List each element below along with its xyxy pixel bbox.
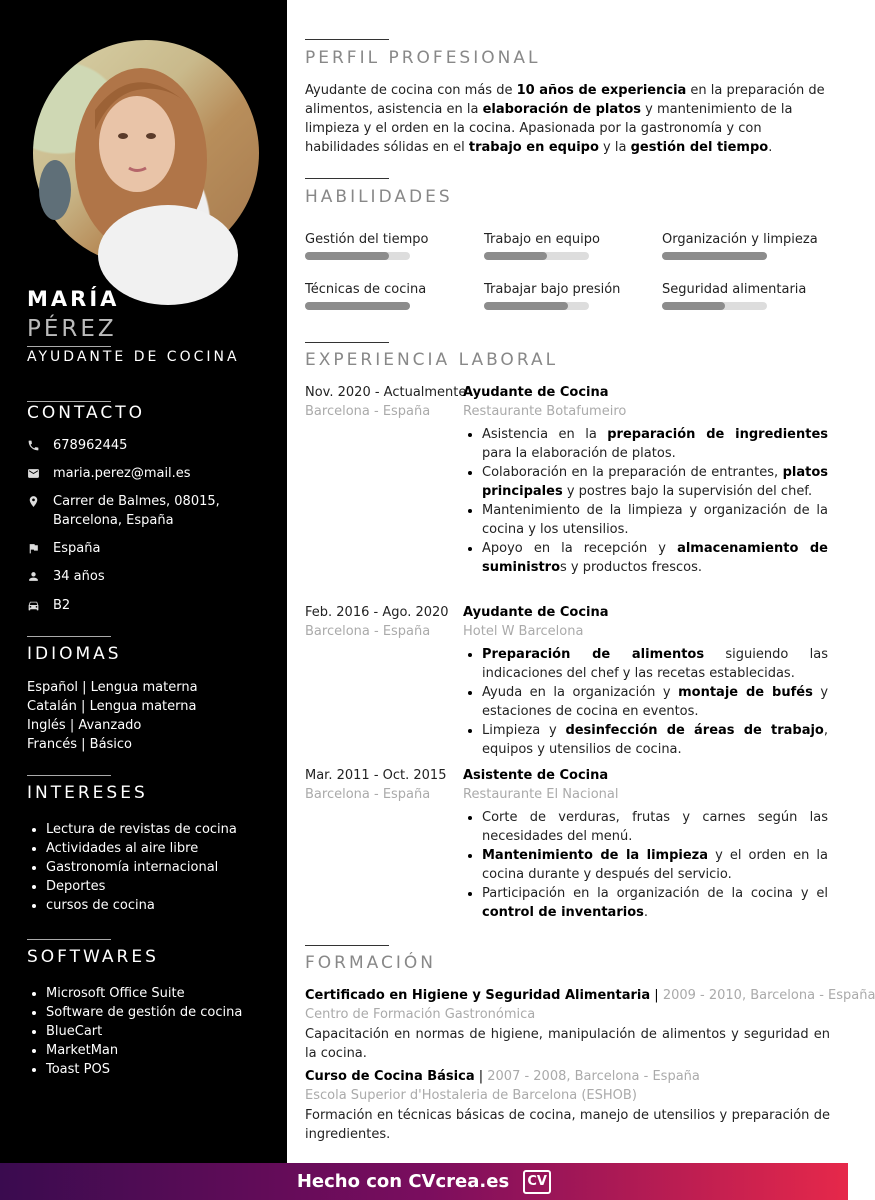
last-name: PÉREZ <box>27 316 117 342</box>
name-divider <box>27 346 111 347</box>
education-heading: Certificado en Higiene y Seguridad Alimentaria | 2009 - 2010, Barcelona - España <box>305 988 875 1003</box>
education-heading: Curso de Cocina Básica | 2007 - 2008, Barcelona - España <box>305 1069 700 1084</box>
skill-label: Técnicas de cocina <box>305 282 427 297</box>
skill-bar-fill <box>305 252 389 260</box>
highlight-text: gestión del tiempo <box>630 140 769 155</box>
text-span: y mantenimiento de la limpieza y el orden en la cocina. Apasionada por la gastronomía y con habilidades sólidas en el <box>305 102 793 155</box>
text-span: para la elaboración de platos. <box>482 446 676 461</box>
job-date: Mar. 2011 - Oct. 2015 <box>305 768 447 783</box>
car-icon <box>27 596 53 612</box>
list-item: Francés | Básico <box>27 737 133 752</box>
text-span: , equipos y utensilios de cocina. <box>482 723 828 757</box>
text-span: y postres bajo la supervisión del chef. <box>562 484 813 499</box>
skill-bar <box>484 252 589 260</box>
interests-title: INTERESES <box>27 783 148 803</box>
text-span: Corte de verduras, frutas y carnes según las necesidades del menú. <box>482 810 828 844</box>
education-school: Centro de Formación Gastronómica <box>305 1007 536 1022</box>
contact-country <box>27 539 277 558</box>
education-degree: Certificado en Higiene y Seguridad Alimentaria <box>305 988 651 1003</box>
skill-bar-fill <box>662 302 725 310</box>
education-meta: 2007 - 2008, Barcelona - España <box>487 1069 700 1084</box>
text-span: Colaboración en la preparación de entrantes, <box>482 465 783 480</box>
highlight-text: trabajo en equipo <box>468 140 599 155</box>
job-bullet <box>463 501 828 539</box>
footer-text[interactable]: Hecho con CVcrea.es <box>296 1171 510 1192</box>
skill-bar-fill <box>484 252 547 260</box>
contact-address <box>27 492 277 530</box>
highlight-text: almacenamiento de suministro <box>482 541 828 575</box>
text-span: . <box>768 140 773 155</box>
contact-age <box>27 567 277 586</box>
job-location: Barcelona - España <box>305 404 431 419</box>
text-span: siguiendo las indicaciones del chef y las recetas establecidas. <box>482 647 828 681</box>
highlight-text: preparación de ingredientes <box>607 427 828 442</box>
list-item: Toast POS <box>27 1060 242 1079</box>
software-list <box>27 984 242 1079</box>
list-item: BlueCart <box>27 1022 242 1041</box>
job-date: Nov. 2020 - Actualmente <box>305 385 467 400</box>
skill-item <box>662 282 806 310</box>
contact-divider <box>27 401 111 402</box>
job-bullets <box>463 425 828 577</box>
skill-bar <box>662 302 767 310</box>
education-description: Formación en técnicas básicas de cocina, manejo de utensilios y preparación de ingredientes. <box>305 1108 830 1142</box>
contact-text: 678962445 <box>53 438 128 453</box>
list-item: Catalán | Lengua materna <box>27 699 197 714</box>
interests-list <box>27 820 237 915</box>
text-span: Participación en la organización de la cocina y el <box>482 886 828 901</box>
job-bullet <box>463 463 828 501</box>
mail-icon <box>27 464 53 480</box>
text-span: . <box>643 905 648 920</box>
profile-divider <box>305 39 389 40</box>
job-date: Feb. 2016 - Ago. 2020 <box>305 605 449 620</box>
skill-label: Organización y limpieza <box>662 232 818 247</box>
skill-bar-fill <box>662 252 767 260</box>
job-bullet <box>463 846 828 884</box>
highlight-text: 10 años de experiencia <box>516 83 687 98</box>
footer-banner[interactable] <box>0 1163 848 1200</box>
job-title: Ayudante de Cocina <box>463 605 609 620</box>
text-span: s y productos frescos. <box>560 560 703 575</box>
text-span: Ayuda en la organización y <box>482 685 679 700</box>
job-bullet <box>463 884 828 922</box>
skill-item <box>305 232 428 260</box>
skill-item <box>484 232 600 260</box>
list-item: Deportes <box>27 877 237 896</box>
contact-text: Carrer de Balmes, 08015, Barcelona, España <box>53 494 220 528</box>
skill-bar-fill <box>305 302 410 310</box>
experience-title: EXPERIENCIA LABORAL <box>305 350 559 370</box>
list-item: cursos de cocina <box>27 896 237 915</box>
skills-title: HABILIDADES <box>305 187 453 207</box>
profile-title: PERFIL PROFESIONAL <box>305 48 541 68</box>
education-title: FORMACIÓN <box>305 953 436 973</box>
highlight-text: montaje de bufés <box>678 685 813 700</box>
highlight-text: control de inventarios <box>482 905 644 920</box>
contact-text: B2 <box>53 598 71 613</box>
languages-title: IDIOMAS <box>27 644 122 664</box>
skill-label: Trabajar bajo presión <box>484 282 621 297</box>
education-degree: Curso de Cocina Básica <box>305 1069 475 1084</box>
skill-item <box>484 282 620 310</box>
list-item: Español | Lengua materna <box>27 680 198 695</box>
contact-license <box>27 596 277 615</box>
first-name: MARÍA <box>27 287 120 311</box>
job-title: Ayudante de Cocina <box>463 385 609 400</box>
skill-bar <box>305 302 410 310</box>
skills-divider <box>305 178 389 179</box>
phone-icon <box>27 436 53 452</box>
skill-item <box>305 282 426 310</box>
education-meta: 2009 - 2010, Barcelona - España <box>662 988 875 1003</box>
contact-text: 34 años <box>53 569 105 584</box>
text-span: y estaciones de cocina en eventos. <box>482 685 829 719</box>
text-span: Mantenimiento de la limpieza y organización de la cocina y los utensilios. <box>482 503 828 537</box>
job-title: Asistente de Cocina <box>463 768 609 783</box>
languages-list <box>27 678 198 754</box>
text-span: Ayudante de cocina con más de <box>305 83 517 98</box>
skill-bar-fill <box>484 302 568 310</box>
education-divider <box>305 945 389 946</box>
contact-text: maria.perez@mail.es <box>53 466 191 481</box>
highlight-text: Preparación de alimentos <box>482 647 705 662</box>
job-company: Restaurante Botafumeiro <box>463 404 627 419</box>
location-pin-icon <box>27 492 53 508</box>
list-item: MarketMan <box>27 1041 242 1060</box>
highlight-text: Mantenimiento de la limpieza <box>482 848 709 863</box>
text-span: y la <box>598 140 631 155</box>
education-description: Capacitación en normas de higiene, manipulación de alimentos y seguridad en la cocina. <box>305 1027 830 1061</box>
job-company: Hotel W Barcelona <box>463 624 584 639</box>
profile-text <box>305 81 828 157</box>
software-title: SOFTWARES <box>27 947 159 967</box>
experience-divider <box>305 342 389 343</box>
job-role: AYUDANTE DE COCINA <box>27 349 240 365</box>
job-location: Barcelona - España <box>305 624 431 639</box>
skill-bar <box>305 252 410 260</box>
job-bullet <box>463 721 828 759</box>
job-bullet <box>463 425 828 463</box>
education-school: Escola Superior d'Hostaleria de Barcelona (ESHOB) <box>305 1088 637 1103</box>
text-span: y el orden en la cocina durante y después del servicio. <box>482 848 828 882</box>
software-divider <box>27 939 111 940</box>
skill-bar <box>484 302 589 310</box>
skill-label: Gestión del tiempo <box>305 232 429 247</box>
job-bullets <box>463 645 828 759</box>
list-item: Microsoft Office Suite <box>27 984 242 1003</box>
highlight-text: desinfección de áreas de trabajo <box>565 723 824 738</box>
profile-photo <box>33 40 259 266</box>
sidebar <box>0 0 287 1163</box>
skill-bar <box>662 252 767 260</box>
text-span: Apoyo en la recepción y <box>482 541 678 556</box>
list-item: Actividades al aire libre <box>27 839 237 858</box>
job-location: Barcelona - España <box>305 787 431 802</box>
job-bullet <box>463 539 828 577</box>
person-icon <box>27 567 53 583</box>
languages-divider <box>27 636 111 637</box>
text-span: Limpieza y <box>482 723 566 738</box>
job-bullets <box>463 808 828 922</box>
highlight-text: elaboración de platos <box>482 102 641 117</box>
job-company: Restaurante El Nacional <box>463 787 619 802</box>
list-item: Lectura de revistas de cocina <box>27 820 237 839</box>
highlight-text: platos principales <box>482 465 828 499</box>
list-item: Gastronomía internacional <box>27 858 237 877</box>
flag-icon <box>27 539 53 555</box>
interests-divider <box>27 775 111 776</box>
contact-email <box>27 464 277 483</box>
contact-phone <box>27 436 277 455</box>
skill-label: Trabajo en equipo <box>484 232 600 247</box>
skill-label: Seguridad alimentaria <box>662 282 807 297</box>
job-bullet <box>463 645 828 683</box>
job-bullet <box>463 683 828 721</box>
job-bullet <box>463 808 828 846</box>
text-span: Asistencia en la <box>482 427 608 442</box>
list-item: Inglés | Avanzado <box>27 718 142 733</box>
skill-item <box>662 232 818 260</box>
text-span: en la preparación de alimentos, asistencia en la <box>305 83 825 117</box>
list-item: Software de gestión de cocina <box>27 1003 242 1022</box>
contact-text: España <box>53 541 101 556</box>
contact-title: CONTACTO <box>27 403 145 423</box>
cv-logo-icon: CV <box>523 1170 551 1194</box>
